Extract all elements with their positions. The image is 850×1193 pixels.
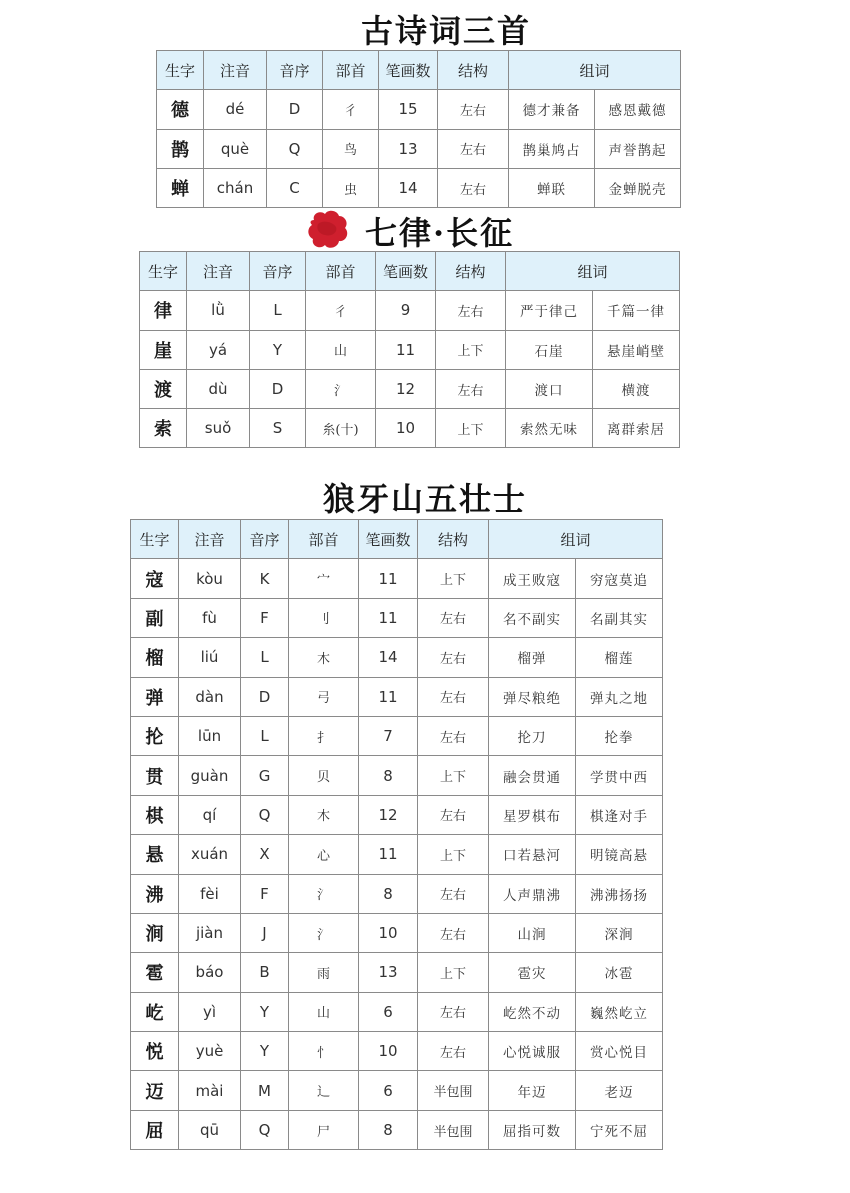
pinyin-cell: dàn xyxy=(179,677,241,716)
table-row xyxy=(140,369,680,408)
table-row xyxy=(131,677,663,716)
radical-cell: 山 xyxy=(289,992,359,1031)
stroke-count-cell: 6 xyxy=(359,1071,418,1110)
stroke-count-cell: 11 xyxy=(359,677,418,716)
character-cell: 律 xyxy=(140,291,187,330)
character-cell: 弹 xyxy=(131,677,179,716)
pinyin-cell: mài xyxy=(179,1071,241,1110)
character-cell: 副 xyxy=(131,598,179,637)
word-1-cell: 心悦诚服 xyxy=(489,1032,576,1071)
stroke-count-cell: 13 xyxy=(359,953,418,992)
word-1-cell: 德才兼备 xyxy=(509,90,595,129)
radical-cell: 宀 xyxy=(289,559,359,598)
stroke-count-cell: 11 xyxy=(359,835,418,874)
word-1-cell: 屹然不动 xyxy=(489,992,576,1031)
word-1-cell: 人声鼎沸 xyxy=(489,874,576,913)
pinyin-cell: qí xyxy=(179,795,241,834)
word-2-cell: 明镜高悬 xyxy=(576,835,663,874)
structure-cell: 左右 xyxy=(438,168,509,207)
stroke-count-cell: 14 xyxy=(379,168,438,207)
character-cell: 崖 xyxy=(140,330,187,369)
character-cell: 悬 xyxy=(131,835,179,874)
character-cell: 涧 xyxy=(131,913,179,952)
pinyin-cell: dé xyxy=(204,90,267,129)
table-row xyxy=(140,409,680,448)
table-row xyxy=(131,913,663,952)
stroke-count-cell: 12 xyxy=(359,795,418,834)
stroke-count-cell: 13 xyxy=(379,129,438,168)
stroke-count-cell: 8 xyxy=(359,874,418,913)
column-header: 笔画数 xyxy=(359,520,418,559)
word-1-cell: 严于律己 xyxy=(506,291,593,330)
structure-cell: 左右 xyxy=(418,913,489,952)
column-header: 生字 xyxy=(140,252,187,291)
character-cell: 悦 xyxy=(131,1032,179,1071)
character-cell: 抡 xyxy=(131,716,179,755)
structure-cell: 左右 xyxy=(418,992,489,1031)
word-1-cell: 鹊巢鸠占 xyxy=(509,129,595,168)
column-header: 结构 xyxy=(418,520,489,559)
column-header: 笔画数 xyxy=(379,51,438,90)
word-2-cell: 沸沸扬扬 xyxy=(576,874,663,913)
radical-cell: 氵 xyxy=(289,874,359,913)
index-letter-cell: L xyxy=(241,716,289,755)
structure-cell: 上下 xyxy=(418,953,489,992)
column-header: 结构 xyxy=(438,51,509,90)
section-title-langya-mountain: 狼牙山五壮士 xyxy=(322,480,527,518)
column-header: 生字 xyxy=(157,51,204,90)
radical-cell: 扌 xyxy=(289,716,359,755)
index-letter-cell: S xyxy=(250,409,306,448)
structure-cell: 上下 xyxy=(418,756,489,795)
radical-cell: 忄 xyxy=(289,1032,359,1071)
column-header: 部首 xyxy=(289,520,359,559)
column-header: 组词 xyxy=(489,520,663,559)
structure-cell: 左右 xyxy=(418,598,489,637)
character-cell: 沸 xyxy=(131,874,179,913)
character-cell: 屈 xyxy=(131,1110,179,1149)
table-row xyxy=(131,756,663,795)
index-letter-cell: Y xyxy=(241,992,289,1031)
index-letter-cell: B xyxy=(241,953,289,992)
stroke-count-cell: 8 xyxy=(359,1110,418,1149)
structure-cell: 上下 xyxy=(418,559,489,598)
column-header: 注音 xyxy=(187,252,250,291)
word-1-cell: 弹尽粮绝 xyxy=(489,677,576,716)
character-cell: 渡 xyxy=(140,369,187,408)
column-header: 组词 xyxy=(506,252,680,291)
radical-cell: 辶 xyxy=(289,1071,359,1110)
radical-cell: 彳 xyxy=(306,291,376,330)
word-2-cell: 千篇一律 xyxy=(593,291,680,330)
column-header: 部首 xyxy=(306,252,376,291)
structure-cell: 左右 xyxy=(418,638,489,677)
column-header: 注音 xyxy=(179,520,241,559)
structure-cell: 上下 xyxy=(436,409,506,448)
pinyin-cell: xuán xyxy=(179,835,241,874)
pinyin-cell: yá xyxy=(187,330,250,369)
character-cell: 贯 xyxy=(131,756,179,795)
word-1-cell: 蝉联 xyxy=(509,168,595,207)
word-1-cell: 口若悬河 xyxy=(489,835,576,874)
stroke-count-cell: 11 xyxy=(359,559,418,598)
table-row xyxy=(131,559,663,598)
structure-cell: 上下 xyxy=(418,835,489,874)
character-cell: 德 xyxy=(157,90,204,129)
structure-cell: 左右 xyxy=(418,1032,489,1071)
stroke-count-cell: 11 xyxy=(359,598,418,637)
index-letter-cell: G xyxy=(241,756,289,795)
word-2-cell: 声誉鹊起 xyxy=(595,129,681,168)
structure-cell: 左右 xyxy=(418,795,489,834)
character-cell: 蝉 xyxy=(157,168,204,207)
table-row xyxy=(131,1032,663,1071)
word-2-cell: 金蝉脱壳 xyxy=(595,168,681,207)
table-row xyxy=(157,90,681,129)
index-letter-cell: Y xyxy=(241,1032,289,1071)
character-cell: 棋 xyxy=(131,795,179,834)
stroke-count-cell: 11 xyxy=(376,330,436,369)
word-2-cell: 悬崖峭壁 xyxy=(593,330,680,369)
word-1-cell: 融会贯通 xyxy=(489,756,576,795)
word-1-cell: 年迈 xyxy=(489,1071,576,1110)
stroke-count-cell: 10 xyxy=(359,913,418,952)
index-letter-cell: Q xyxy=(241,1110,289,1149)
structure-cell: 左右 xyxy=(436,369,506,408)
structure-cell: 半包围 xyxy=(418,1110,489,1149)
pinyin-cell: qū xyxy=(179,1110,241,1149)
vocab-table-poems xyxy=(156,50,681,208)
table-row xyxy=(131,716,663,755)
stroke-count-cell: 6 xyxy=(359,992,418,1031)
word-2-cell: 棋逢对手 xyxy=(576,795,663,834)
word-1-cell: 榴弹 xyxy=(489,638,576,677)
word-1-cell: 石崖 xyxy=(506,330,593,369)
section-title-poems: 古诗词三首 xyxy=(360,12,531,50)
index-letter-cell: D xyxy=(267,90,323,129)
index-letter-cell: L xyxy=(250,291,306,330)
column-header: 组词 xyxy=(509,51,681,90)
pinyin-cell: jiàn xyxy=(179,913,241,952)
stroke-count-cell: 14 xyxy=(359,638,418,677)
radical-cell: 尸 xyxy=(289,1110,359,1149)
structure-cell: 左右 xyxy=(438,90,509,129)
table-row xyxy=(131,795,663,834)
index-letter-cell: D xyxy=(241,677,289,716)
column-header: 结构 xyxy=(436,252,506,291)
structure-cell: 左右 xyxy=(436,291,506,330)
pinyin-cell: suǒ xyxy=(187,409,250,448)
index-letter-cell: D xyxy=(250,369,306,408)
pinyin-cell: què xyxy=(204,129,267,168)
table-row xyxy=(131,953,663,992)
pinyin-cell: liú xyxy=(179,638,241,677)
index-letter-cell: Q xyxy=(267,129,323,168)
character-cell: 索 xyxy=(140,409,187,448)
word-2-cell: 榴莲 xyxy=(576,638,663,677)
radical-cell: 雨 xyxy=(289,953,359,992)
index-letter-cell: Y xyxy=(250,330,306,369)
stroke-count-cell: 10 xyxy=(376,409,436,448)
word-2-cell: 感恩戴德 xyxy=(595,90,681,129)
pinyin-cell: lūn xyxy=(179,716,241,755)
index-letter-cell: K xyxy=(241,559,289,598)
word-2-cell: 赏心悦目 xyxy=(576,1032,663,1071)
word-1-cell: 星罗棋布 xyxy=(489,795,576,834)
radical-cell: 弓 xyxy=(289,677,359,716)
column-header: 部首 xyxy=(323,51,379,90)
table-header-row xyxy=(140,252,680,291)
word-2-cell: 穷寇莫追 xyxy=(576,559,663,598)
stroke-count-cell: 9 xyxy=(376,291,436,330)
word-1-cell: 山涧 xyxy=(489,913,576,952)
table-row xyxy=(131,992,663,1031)
word-2-cell: 离群索居 xyxy=(593,409,680,448)
table-row xyxy=(140,291,680,330)
radical-cell: 鸟 xyxy=(323,129,379,168)
table-row xyxy=(140,330,680,369)
stroke-count-cell: 7 xyxy=(359,716,418,755)
word-2-cell: 深涧 xyxy=(576,913,663,952)
pinyin-cell: lǜ xyxy=(187,291,250,330)
section-title-long-march: 七律·长征 xyxy=(365,214,515,252)
word-1-cell: 雹灾 xyxy=(489,953,576,992)
word-1-cell: 屈指可数 xyxy=(489,1110,576,1149)
structure-cell: 半包围 xyxy=(418,1071,489,1110)
index-letter-cell: F xyxy=(241,598,289,637)
word-1-cell: 抡刀 xyxy=(489,716,576,755)
index-letter-cell: Q xyxy=(241,795,289,834)
vocab-table-long-march xyxy=(139,251,680,448)
radical-cell: 氵 xyxy=(289,913,359,952)
character-cell: 寇 xyxy=(131,559,179,598)
table-header-row xyxy=(131,520,663,559)
structure-cell: 左右 xyxy=(418,874,489,913)
index-letter-cell: C xyxy=(267,168,323,207)
character-cell: 鹊 xyxy=(157,129,204,168)
index-letter-cell: X xyxy=(241,835,289,874)
radical-cell: 虫 xyxy=(323,168,379,207)
stroke-count-cell: 10 xyxy=(359,1032,418,1071)
pinyin-cell: yì xyxy=(179,992,241,1031)
pinyin-cell: kòu xyxy=(179,559,241,598)
stroke-count-cell: 8 xyxy=(359,756,418,795)
index-letter-cell: M xyxy=(241,1071,289,1110)
table-row xyxy=(157,129,681,168)
structure-cell: 左右 xyxy=(418,716,489,755)
word-2-cell: 宁死不屈 xyxy=(576,1110,663,1149)
pinyin-cell: yuè xyxy=(179,1032,241,1071)
table-row xyxy=(131,598,663,637)
table-header-row xyxy=(157,51,681,90)
word-2-cell: 名副其实 xyxy=(576,598,663,637)
index-letter-cell: J xyxy=(241,913,289,952)
column-header: 音序 xyxy=(241,520,289,559)
word-1-cell: 索然无味 xyxy=(506,409,593,448)
pinyin-cell: dù xyxy=(187,369,250,408)
character-cell: 榴 xyxy=(131,638,179,677)
word-2-cell: 巍然屹立 xyxy=(576,992,663,1031)
word-1-cell: 名不副实 xyxy=(489,598,576,637)
index-letter-cell: F xyxy=(241,874,289,913)
pinyin-cell: fèi xyxy=(179,874,241,913)
index-letter-cell: L xyxy=(241,638,289,677)
word-2-cell: 抡拳 xyxy=(576,716,663,755)
pinyin-cell: chán xyxy=(204,168,267,207)
radical-cell: 贝 xyxy=(289,756,359,795)
word-2-cell: 老迈 xyxy=(576,1071,663,1110)
table-row xyxy=(131,1110,663,1149)
character-cell: 迈 xyxy=(131,1071,179,1110)
table-row xyxy=(131,835,663,874)
word-1-cell: 渡口 xyxy=(506,369,593,408)
table-row xyxy=(131,1071,663,1110)
radical-cell: 刂 xyxy=(289,598,359,637)
structure-cell: 左右 xyxy=(418,677,489,716)
table-row xyxy=(157,168,681,207)
pinyin-cell: fù xyxy=(179,598,241,637)
radical-cell: 氵 xyxy=(306,369,376,408)
word-2-cell: 冰雹 xyxy=(576,953,663,992)
column-header: 音序 xyxy=(250,252,306,291)
column-header: 笔画数 xyxy=(376,252,436,291)
word-1-cell: 成王败寇 xyxy=(489,559,576,598)
character-cell: 屹 xyxy=(131,992,179,1031)
radical-cell: 山 xyxy=(306,330,376,369)
structure-cell: 上下 xyxy=(436,330,506,369)
stroke-count-cell: 12 xyxy=(376,369,436,408)
vocab-table-langya-mountain xyxy=(130,519,663,1150)
radical-cell: 木 xyxy=(289,795,359,834)
radical-cell: 彳 xyxy=(323,90,379,129)
word-2-cell: 横渡 xyxy=(593,369,680,408)
radical-cell: 心 xyxy=(289,835,359,874)
pinyin-cell: guàn xyxy=(179,756,241,795)
column-header: 音序 xyxy=(267,51,323,90)
word-2-cell: 学贯中西 xyxy=(576,756,663,795)
column-header: 注音 xyxy=(204,51,267,90)
table-row xyxy=(131,638,663,677)
pinyin-cell: báo xyxy=(179,953,241,992)
radical-cell: 糸(十) xyxy=(306,409,376,448)
column-header: 生字 xyxy=(131,520,179,559)
stroke-count-cell: 15 xyxy=(379,90,438,129)
radical-cell: 木 xyxy=(289,638,359,677)
word-2-cell: 弹丸之地 xyxy=(576,677,663,716)
table-row xyxy=(131,874,663,913)
red-ink-blot-icon xyxy=(306,208,350,250)
character-cell: 雹 xyxy=(131,953,179,992)
structure-cell: 左右 xyxy=(438,129,509,168)
